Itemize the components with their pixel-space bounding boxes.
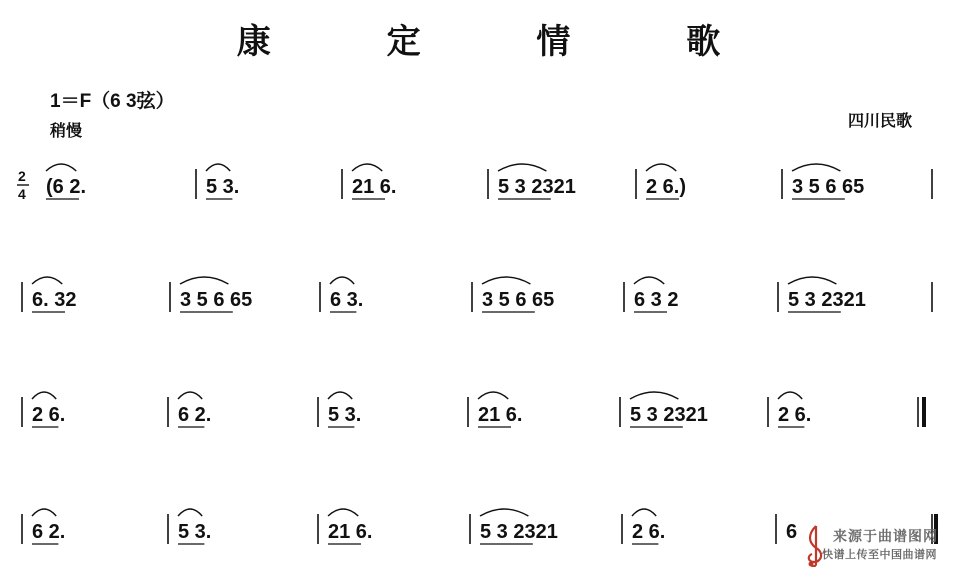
measure-notes: 6 3 2 [634, 289, 679, 311]
slur-mark [180, 277, 228, 284]
slur-mark [330, 277, 354, 284]
measure-notes: (6 2. [46, 176, 87, 198]
measure-notes: 6 2. [178, 404, 212, 426]
measure-notes: 21 6. [352, 176, 397, 198]
slur-mark [792, 164, 840, 171]
measure-notes: 2 6. [778, 404, 812, 426]
time-signature-bottom: 4 [18, 186, 26, 202]
song-origin: 四川民歌 [848, 113, 913, 130]
slur-mark [630, 392, 678, 399]
key-signature: 1＝F（6 3弦） [50, 91, 175, 112]
slur-mark [482, 277, 530, 284]
slur-mark [632, 509, 656, 516]
slur-mark [352, 164, 382, 171]
slur-mark [46, 164, 76, 171]
slur-mark [634, 277, 664, 284]
slur-mark [788, 277, 836, 284]
time-signature-top: 2 [18, 168, 26, 184]
measure-notes: 2 6. [32, 404, 66, 426]
measure-notes: 6 [786, 521, 798, 543]
slur-mark [32, 392, 56, 399]
watermark-line-2: 快谱上传至中国曲谱网 [822, 549, 937, 561]
slur-mark [778, 392, 802, 399]
measure-notes: 6. 32 [32, 289, 77, 311]
measure-notes: 5 3. [206, 176, 240, 198]
measure-notes: 5 3. [178, 521, 212, 543]
measure-notes: 5 3 2321 [630, 404, 708, 426]
slur-mark [480, 509, 528, 516]
measure-notes: 2 6.) [646, 176, 687, 198]
slur-mark [328, 392, 352, 399]
measure-notes: 21 6. [478, 404, 523, 426]
measure-notes: 3 5 6 65 [180, 289, 253, 311]
slur-mark [178, 509, 202, 516]
slur-mark [646, 164, 676, 171]
slur-mark [32, 277, 62, 284]
slur-mark [498, 164, 546, 171]
watermark [800, 522, 957, 567]
slur-mark [328, 509, 358, 516]
measure-notes: 5 3. [328, 404, 362, 426]
measure-notes: 6 3. [330, 289, 364, 311]
slur-mark [206, 164, 230, 171]
watermark-line-1: 来源于曲谱图网 [833, 528, 938, 544]
measure-notes: 3 5 6 65 [792, 176, 865, 198]
page-title: 康 定 情 歌 [236, 22, 773, 62]
measure-notes: 5 3 2321 [788, 289, 866, 311]
measure-notes: 6 2. [32, 521, 66, 543]
slur-mark [32, 509, 56, 516]
slur-mark [478, 392, 508, 399]
measure-notes: 2 6. [632, 521, 666, 543]
measure-notes: 21 6. [328, 521, 373, 543]
measure-notes: 3 5 6 65 [482, 289, 555, 311]
tempo-marking: 稍慢 [50, 123, 83, 140]
measure-notes: 5 3 2321 [498, 176, 576, 198]
measure-notes: 5 3 2321 [480, 521, 558, 543]
slur-mark [178, 392, 202, 399]
